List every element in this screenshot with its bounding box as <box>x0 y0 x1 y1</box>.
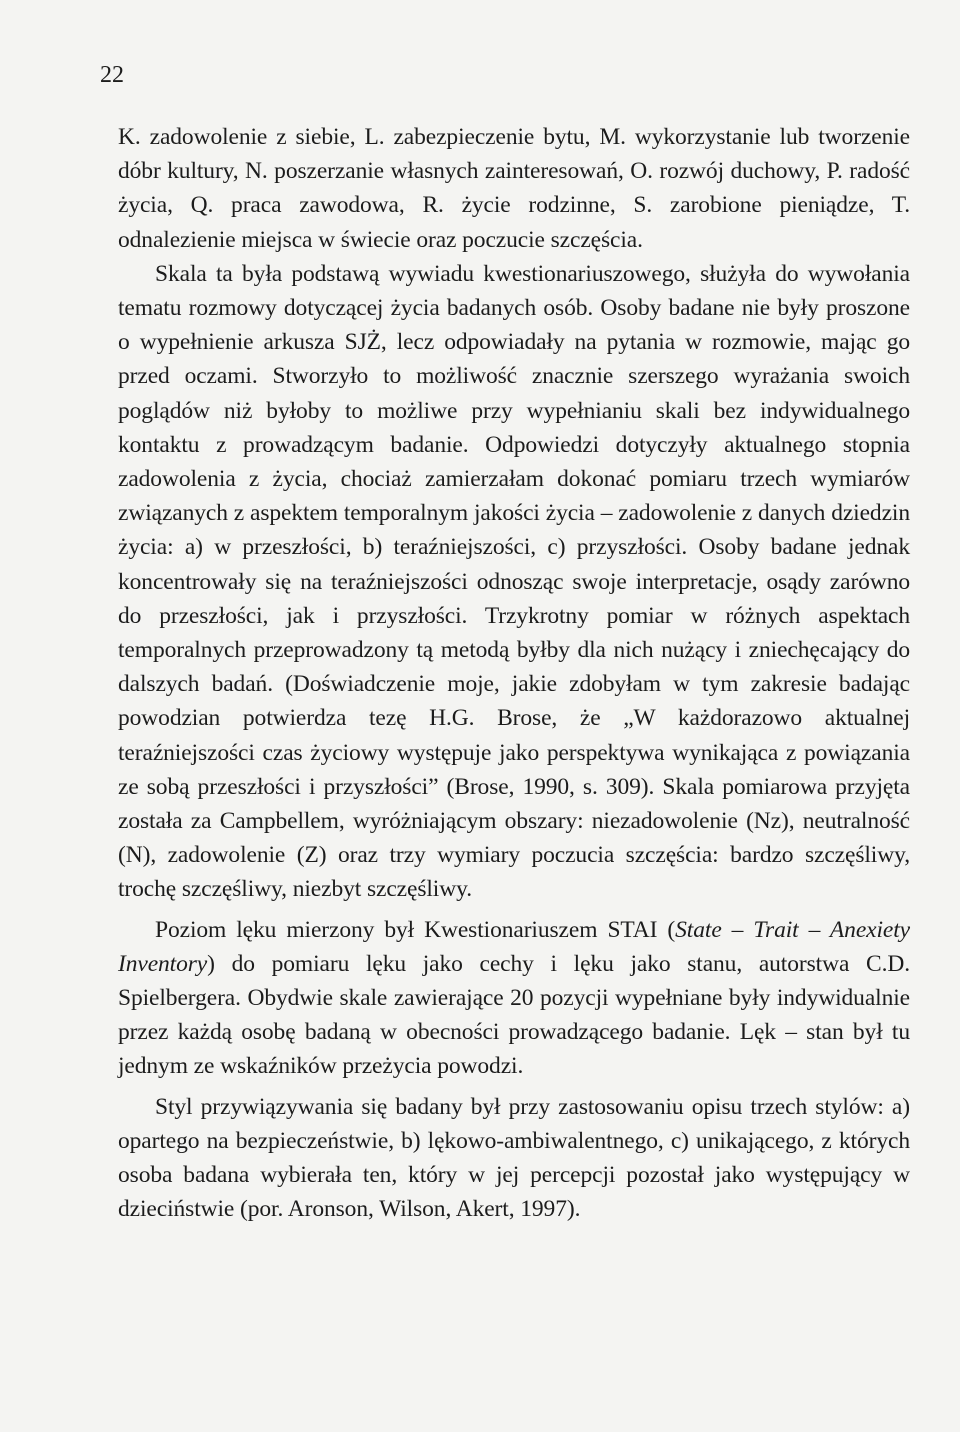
paragraph-1: K. zadowolenie z siebie, L. zabezpieczenie bytu, M. wykorzystanie lub tworzenie dóbr kultury, N. poszerzanie własnych zainteresowań, O. rozwój duchowy, P. radość życia, Q. praca zawodowa, R. życie rodzinne, S. zarobione pieniądze, T. odnalezienie miejsca w świecie oraz poczucie szczęścia. <box>118 124 910 253</box>
paragraph-3-text-after: ) do pomiaru lęku jako cechy i lęku jako stanu, autorstwa C.D. Spielbergera. Obydwie skale zawierające 20 pozycji wypełniane były indywidualnie przez każdą osobę badaną w obecności prowadzącego badanie. Lęk – stan był tu jednym ze wskaźników przeżycia powodzi. <box>118 950 910 1080</box>
body-text <box>118 120 910 1227</box>
paragraph-3 <box>118 913 910 1084</box>
paragraph-2: Skala ta była podstawą wywiadu kwestionariuszowego, służyła do wywołania tematu rozmowy dotyczącej życia badanych osób. Osoby badane nie były proszone o wypełnienie arkusza SJŻ, lecz odpowiadały na pytania w rozmowie, mając go przed oczami. Stworzyło to możliwość znacznie szerszego wyrażania swoich poglądów niż byłoby to możliwe przy wypełnianiu skali bez indywidualnego kontaktu z prowadzącym badanie. Odpowiedzi dotyczyły aktualnego stopnia zadowolenia z życia, chociaż zamierzałam dokonać pomiaru trzech wymiarów związanych z aspektem temporalnym jakości życia – zadowolenie z danych dziedzin życia: a) w przeszłości, b) teraźniejszości, c) przyszłości. Osoby badane jednak koncentrowały się na teraźniejszości odnosząc swoje interpretacje, osądy zarówno do przeszłości, jak i przyszłości. Trzykrotny pomiar w różnych aspektach temporalnych przeprowadzony tą metodą byłby dla nich nużący i zniechęcający do dalszych badań. (Doświadczenie moje, jakie zdobyłam w tym zakresie badając powodzian potwierdza tezę H.G. Brose, że „W każdorazowo aktualnej teraźniejszości czas życiowy występuje jako perspektywa wynikająca z powiązania ze sobą przeszłości i przyszłości” (Brose, 1990, s. 309). Skala pomiarowa przyjęta została za Campbellem, wyróżniającym obszary: niezadowolenie (Nz), neutralność (N), zadowolenie (Z) oraz trzy wymiary poczucia szczęścia: bardzo szczęśliwy, trochę szczęśliwy, niezbyt szczęśliwy. <box>118 260 910 903</box>
paragraph-3-text-before: Poziom lęku mierzony był Kwestionariuszem STAI ( <box>155 916 676 943</box>
page-number: 22 <box>100 62 124 88</box>
paragraph-4: Styl przywiązywania się badany był przy zastosowaniu opisu trzech stylów: a) opartego na bezpieczeństwie, b) lękowo-ambiwalentnego, c) unikającego, z których osoba badana wybierała ten, który w jej percepcji pozostał jako występujący w dzieciństwie (por. Aronson, Wilson, Akert, 1997). <box>118 1093 910 1223</box>
paragraph-3-italic-title: State – Trait – Anexiety Inventory <box>118 916 910 977</box>
